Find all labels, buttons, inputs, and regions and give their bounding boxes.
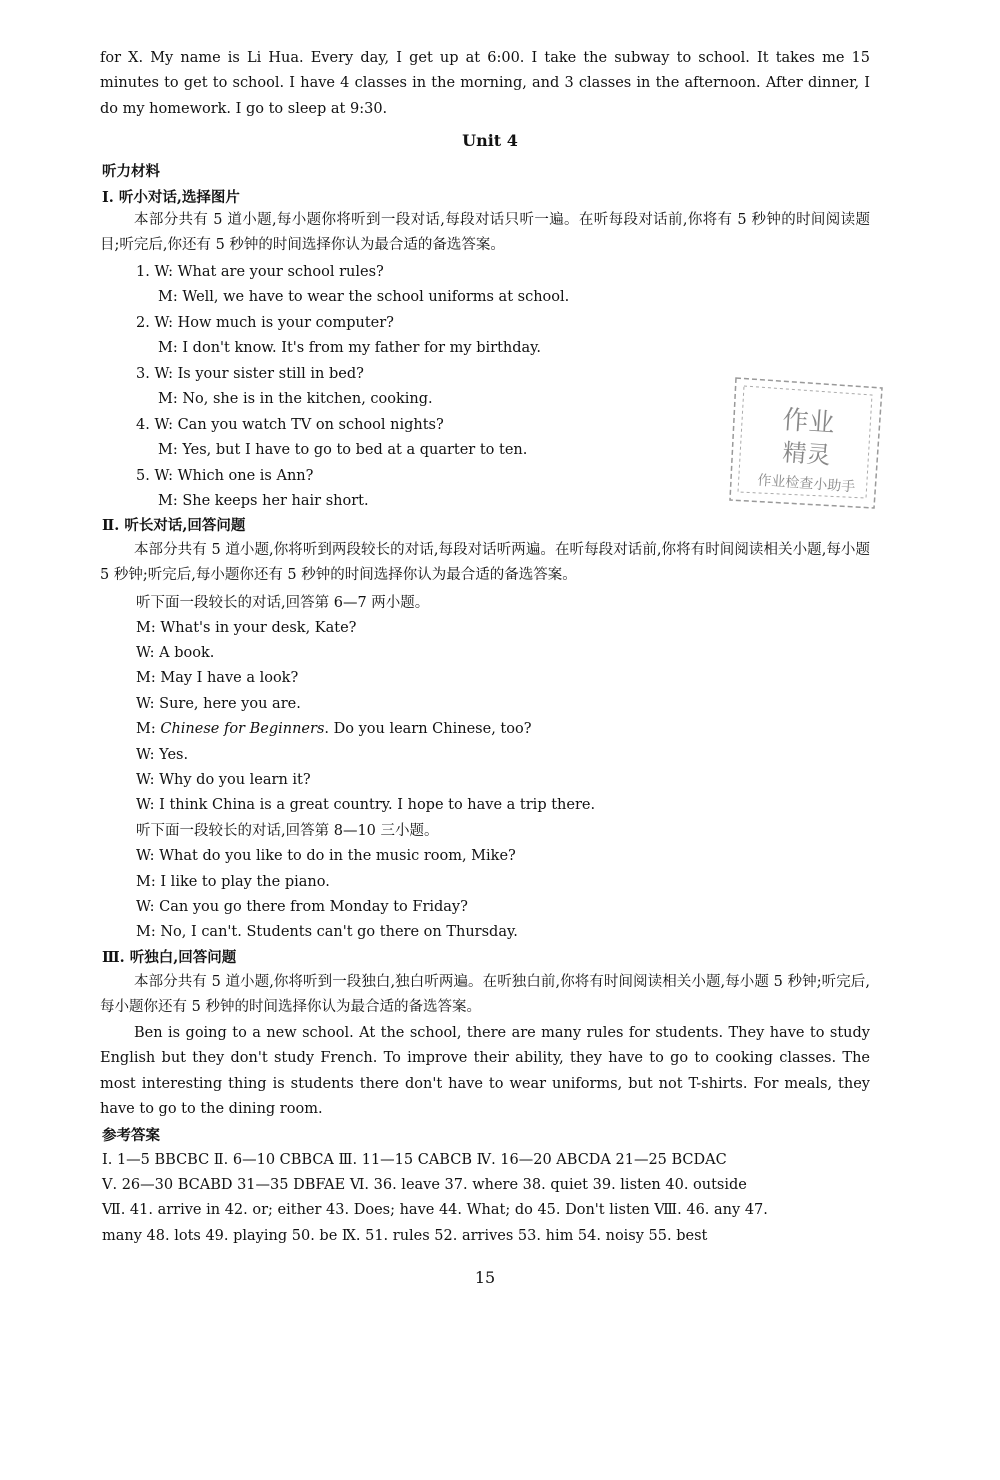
dialog-line: 2. W: How much is your computer? [136, 315, 394, 331]
unit-title: Unit 4 [462, 131, 518, 150]
page-number: 15 [474, 1268, 496, 1287]
dialog-line: 5. W: Which one is Ann? [136, 468, 314, 484]
stamp-line2: 精灵 [781, 438, 832, 470]
dialog-line: W: I think China is a great country. I hope to have a trip there. [136, 797, 596, 813]
dialog-text: . Do you learn Chinese, too? [324, 721, 532, 737]
answers-line: many 48. lots 49. playing 50. be Ⅸ. 51. rules 52. arrives 53. him 54. noisy 55. best [102, 1228, 708, 1244]
dialog-line: M: I don't know. It's from my father for my birthday. [158, 340, 542, 356]
answers-heading: 参考答案 [102, 1127, 160, 1144]
section1-instructions: 本部分共有 5 道小题,每小题你将听到一段对话,每段对话只听一遍。在听每段对话前,你将有 5 秒钟的时间阅读题目;听完后,你还有 5 秒钟的时间选择你认为最合适的备选答案。 [100, 212, 870, 254]
dialog-line: M: No, she is in the kitchen, cooking. [158, 391, 433, 407]
dialog-line: 3. W: Is your sister still in bed? [136, 366, 364, 382]
answers-line: Ⅴ. 26—30 BCABD 31—35 DBFAE Ⅵ. 36. leave 37. where 38. quiet 39. listen 40. outside [102, 1177, 747, 1193]
dialog-line: W: What do you like to do in the music room, Mike? [136, 848, 516, 864]
listening-heading: 听力材料 [102, 163, 160, 180]
dialog-line: M: Well, we have to wear the school uniforms at school. [158, 289, 570, 305]
dialog-line-book [136, 719, 531, 739]
book-title: Chinese for Beginners [160, 721, 325, 737]
dialog1-intro: 听下面一段较长的对话,回答第 6—7 两小题。 [136, 595, 430, 611]
intro-paragraph: for X. My name is Li Hua. Every day, I get up at 6:00. I take the subway to school. It takes me 15 minutes to get to school. I have 4 classes in the morning, and 3 classes in the afternoon. After dinner, I do my homework. I go to sleep at 9:30. [100, 50, 870, 117]
answers-line: Ⅶ. 41. arrive in 42. or; either 43. Does; have 44. What; do 45. Don't listen Ⅷ. 46. any 47. [102, 1202, 768, 1218]
dialog-line: W: Sure, here you are. [136, 696, 301, 712]
section3-heading: Ⅲ. 听独白,回答问题 [102, 949, 237, 966]
answers-line: Ⅰ. 1—5 BBCBC Ⅱ. 6—10 CBBCA Ⅲ. 11—15 CABCB Ⅳ. 16—20 ABCDA 21—25 BCDAC [102, 1152, 727, 1168]
dialog-line: 1. W: What are your school rules? [136, 264, 384, 280]
section2-instructions: 本部分共有 5 道小题,你将听到两段较长的对话,每段对话听两遍。在听每段对话前,你将有时间阅读相关小题,每小题 5 秒钟;听完后,每小题你还有 5 秒钟的时间选择你认为最合适的备选答案。 [100, 542, 870, 584]
dialog-line: M: Yes, but I have to go to bed at a quarter to ten. [158, 442, 528, 458]
stamp-line3: 作业检查小助手 [756, 472, 856, 496]
dialog-line: W: Can you go there from Monday to Friday? [136, 899, 468, 915]
dialog-line: W: A book. [136, 645, 215, 661]
dialog-line: M: No, I can't. Students can't go there on Thursday. [136, 924, 518, 940]
stamp-line1: 作业 [781, 405, 836, 439]
dialog-line: W: Yes. [136, 747, 189, 763]
dialog-line: M: She keeps her hair short. [158, 493, 369, 509]
speaker-label: M: [136, 721, 161, 737]
dialog-line: M: What's in your desk, Kate? [136, 620, 357, 636]
section1-heading: Ⅰ. 听小对话,选择图片 [102, 189, 240, 206]
dialog-line: 4. W: Can you watch TV on school nights? [136, 417, 444, 433]
watermark-stamp [722, 368, 892, 518]
monologue-paragraph: Ben is going to a new school. At the school, there are many rules for students. They have to study English but they don't study French. To improve their ability, they have to go to cooking classes. The most interesting thing is students there don't have to wear uniforms, but not T-shirts. For meals, they have to go to the dining room. [100, 1025, 870, 1118]
section3-instructions: 本部分共有 5 道小题,你将听到一段独白,独白听两遍。在听独白前,你将有时间阅读相关小题,每小题 5 秒钟;听完后,每小题你还有 5 秒钟的时间选择你认为最合适的备选答案。 [100, 974, 870, 1016]
dialog-line: W: Why do you learn it? [136, 772, 311, 788]
dialog-line: M: May I have a look? [136, 670, 299, 686]
section2-heading: Ⅱ. 听长对话,回答问题 [102, 517, 246, 534]
dialog-line: M: I like to play the piano. [136, 874, 330, 890]
dialog2-intro: 听下面一段较长的对话,回答第 8—10 三小题。 [136, 823, 439, 839]
